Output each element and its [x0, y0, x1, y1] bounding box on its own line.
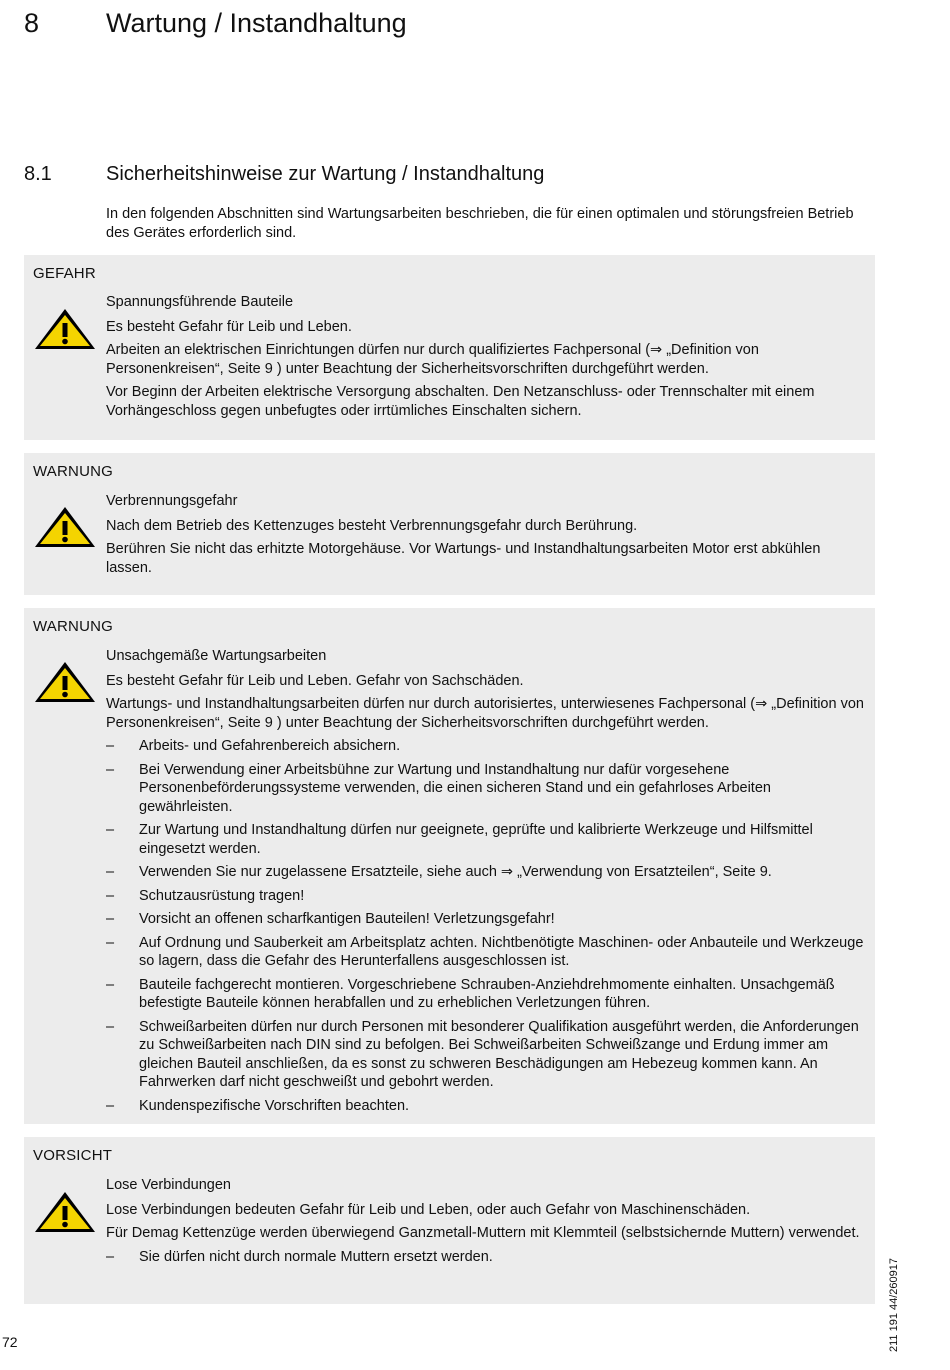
- list-item-text: Schweißarbeiten dürfen nur durch Personen mit besonderer Qualifikation ausgeführt werden, die Anforderungen zu Schweißarbeiten nach DIN sind zu befolgen. Bei Schweißarbeiten Schweißzange und Erdung immer am gleichen Bauteil anschließen, da es sonst zu schweren Beschädigungen am Hebezeug kommen kann. An Fahrwerken darf nicht geschweißt und gebohrt werden.: [139, 1018, 859, 1090]
- list-item: [106, 761, 864, 817]
- chapter-heading: [24, 8, 874, 44]
- warning-triangle-icon: [33, 307, 97, 351]
- bullet-dash: –: [106, 738, 115, 754]
- bullet-dash: –: [106, 1018, 115, 1035]
- warning-triangle-icon: [33, 1190, 97, 1234]
- notice-paragraph: Wartungs- und Instandhaltungsarbeiten dürfen nur durch autorisiertes, unterwiesenes Fachpersonal (⇒ „Definition von Personenkreisen“, Seite 9 ) unter Beachtung der Sicherheitsvorschriften durchgeführt werden.: [106, 696, 864, 731]
- notice-paragraph: Arbeiten an elektrischen Einrichtungen dürfen nur durch qualifiziertes Fachpersonal (⇒ „Definition von Personenkreisen“, Seite 9 ) unter Beachtung der Sicherheitsvorschriften durchgeführt werden.: [106, 342, 759, 377]
- notice-content: [106, 293, 864, 425]
- bullet-list: [106, 737, 864, 1115]
- bullet-dash: –: [106, 1097, 115, 1114]
- list-item: [106, 976, 864, 1013]
- notice-label: WARNUNG: [33, 618, 114, 635]
- bullet-dash: –: [106, 1248, 115, 1265]
- notice-danger: [24, 255, 875, 440]
- list-item-text: Zur Wartung und Instandhaltung dürfen nur geeignete, geprüfte und kalibrierte Werkzeuge und Hilfsmittel eingesetzt werden.: [139, 822, 813, 857]
- list-item-text: Kundenspezifische Vorschriften beachten.: [139, 1097, 410, 1114]
- list-item-text: Vorsicht an offenen scharfkantigen Bauteilen! Verletzungsgefahr!: [139, 911, 555, 927]
- list-item: [106, 863, 864, 882]
- list-item-text: Bei Verwendung einer Arbeitsbühne zur Wartung und Instandhaltung nur dafür vorgesehene Personenbeförderungssysteme verwenden, die einen sicheren Stand und ein gefahrloses Arbeiten gewährleisten.: [139, 761, 771, 815]
- notice-paragraph: Für Demag Kettenzüge werden überwiegend Ganzmetall-Muttern mit Klemmteil (selbstsichernde Muttern) verwendet.: [106, 1225, 860, 1241]
- notice-warning-burn: [24, 453, 875, 595]
- notice-subheading: Nach dem Betrieb des Kettenzuges besteht Verbrennungsgefahr durch Berührung.: [106, 517, 638, 534]
- notice-content: [106, 492, 864, 582]
- bullet-dash: –: [106, 911, 115, 927]
- section-title: Sicherheitshinweise zur Wartung / Instandhaltung: [106, 163, 545, 185]
- notice-subheading: Lose Verbindungen bedeuten Gefahr für Leib und Leben, oder auch Gefahr von Maschinenschäden.: [106, 1201, 751, 1218]
- notice-content: [106, 1176, 864, 1271]
- bullet-list: [106, 1248, 864, 1267]
- list-item-text: Bauteile fachgerecht montieren. Vorgeschriebene Schrauben-Anziehdrehmomente einhalten. Unsachgemäß befestigte Bauteile können herabfallen und zu erheblichen Verletzungen führen.: [139, 976, 835, 1011]
- notice-subheading: Es besteht Gefahr für Leib und Leben. Gefahr von Sachschäden.: [106, 672, 524, 689]
- notice-heading: Lose Verbindungen: [106, 1177, 231, 1193]
- notice-label: GEFAHR: [33, 265, 96, 282]
- warning-triangle-icon: [33, 505, 97, 549]
- chapter-number: 8: [24, 8, 40, 38]
- notice-label: VORSICHT: [33, 1147, 113, 1164]
- notice-heading: Spannungsführende Bauteile: [106, 294, 294, 310]
- list-item-text: Arbeits- und Gefahrenbereich absichern.: [139, 738, 401, 754]
- notice-caution: [24, 1137, 875, 1304]
- bullet-dash: –: [106, 934, 115, 951]
- list-item: [106, 910, 864, 929]
- notice-content: [106, 647, 864, 1120]
- notice-paragraph: Berühren Sie nicht das erhitzte Motorgehäuse. Vor Wartungs- und Instandhaltungsarbeiten Motor erst abkühlen lassen.: [106, 541, 821, 576]
- list-item-text: Verwenden Sie nur zugelassene Ersatzteile, siehe auch ⇒ „Verwendung von Ersatzteilen“, Seite 9.: [139, 864, 772, 880]
- list-item: [106, 1097, 864, 1116]
- list-item-text: Auf Ordnung und Sauberkeit am Arbeitsplatz achten. Nichtbenötigte Maschinen- oder Anbauteile und Werkzeuge so lagern, dass die Gefahr des Herunterfallens ausgeschlossen ist.: [139, 934, 864, 969]
- bullet-dash: –: [106, 761, 115, 778]
- list-item: [106, 1248, 864, 1267]
- bullet-dash: –: [106, 976, 115, 993]
- notice-heading: Unsachgemäße Wartungsarbeiten: [106, 648, 327, 664]
- chapter-title: Wartung / Instandhaltung: [106, 8, 407, 38]
- notice-paragraph: Vor Beginn der Arbeiten elektrische Versorgung abschalten. Den Netzanschluss- oder Trennschalter mit einem Vorhängeschloss gegen unbefugtes oder irrtümliches Einschalten sichern.: [106, 384, 815, 419]
- document-id: 211 191 44/260917: [888, 1258, 900, 1352]
- bullet-dash: –: [106, 822, 115, 838]
- list-item: [106, 821, 864, 858]
- list-item-text: Schutzausrüstung tragen!: [139, 887, 305, 904]
- warning-triangle-icon: [33, 660, 97, 704]
- intro-paragraph: In den folgenden Abschnitten sind Wartungsarbeiten beschrieben, die für einen optimalen und störungsfreien Betrieb des Gerätes erforderlich sind.: [106, 206, 854, 241]
- page-number: 72: [2, 1334, 18, 1350]
- bullet-dash: –: [106, 864, 115, 880]
- list-item: [106, 737, 864, 756]
- section-number: 8.1: [24, 163, 52, 185]
- bullet-dash: –: [106, 887, 115, 904]
- notice-heading: Verbrennungsgefahr: [106, 493, 238, 509]
- notice-label: WARNUNG: [33, 463, 114, 480]
- list-item: [106, 934, 864, 971]
- notice-subheading: Es besteht Gefahr für Leib und Leben.: [106, 318, 352, 335]
- list-item-text: Sie dürfen nicht durch normale Muttern ersetzt werden.: [139, 1248, 493, 1265]
- list-item: [106, 887, 864, 906]
- list-item: [106, 1018, 864, 1092]
- notice-warning-maintenance: [24, 608, 875, 1124]
